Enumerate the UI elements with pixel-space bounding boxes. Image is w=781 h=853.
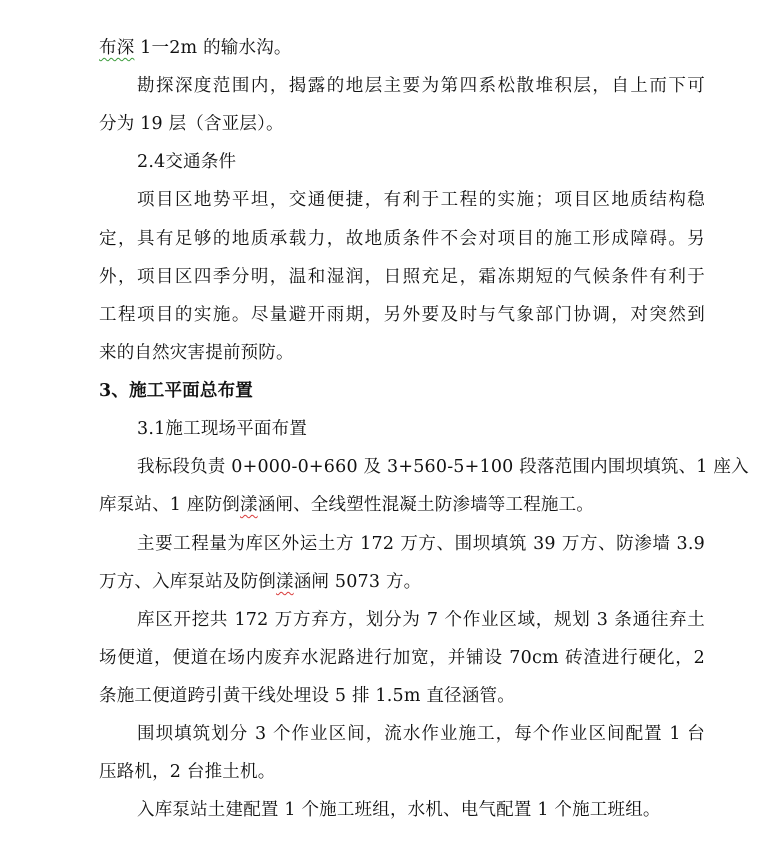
spellcheck-flagged-word: 布深 [99,38,135,58]
paragraph-line: 入库泵站土建配置 1 个施工班组，水机、电气配置 1 个施工班组。 [137,800,661,820]
paragraph-line: 场便道，便道在场内废弃水泥路进行加宽，并铺设 70cm 砖渣进行硬化，2 [99,648,705,668]
text-segment: 库泵站、1 座防倒 [99,495,240,515]
paragraph-line: 压路机，2 台推土机。 [99,762,276,782]
paragraph-line: 工程项目的实施。尽量避开雨期，另外要及时与气象部门协调，对突然到 [99,305,705,325]
paragraph-line: 库区开挖共 172 万方弃方，划分为 7 个作业区域，规划 3 条通往弃土 [137,610,705,630]
text-segment: 涵闸、全线塑性混凝土防渗墙等工程施工。 [257,495,595,515]
paragraph-line [99,570,705,594]
paragraph-line [99,493,705,517]
section-heading-3-1: 3.1施工现场平面布置 [137,419,308,439]
spellcheck-flagged-word: 漾 [240,495,258,515]
paragraph-line: 主要工程量为库区外运土方 172 万方、围坝填筑 39 万方、防渗墙 3.9 [137,534,705,554]
text-segment: 涵闸 5073 方。 [293,572,422,592]
paragraph-line: 条施工便道跨引黄干线处埋设 5 排 1.5m 直径涵管。 [99,686,515,706]
text-line-1 [99,36,705,60]
spellcheck-flagged-word: 漾 [276,572,294,592]
paragraph-line: 围坝填筑划分 3 个作业区间，流水作业施工，每个作业区间配置 1 台 [137,724,705,744]
section-heading-2-4: 2.4交通条件 [137,152,237,172]
paragraph-line: 外，项目区四季分明，温和湿润，日照充足，霜冻期短的气候条件有利于 [99,267,705,287]
text-segment: 1一2m 的输水沟。 [134,38,292,58]
paragraph-line: 来的自然灾害提前预防。 [99,343,294,363]
paragraph-line: 项目区地势平坦，交通便捷，有利于工程的实施；项目区地质结构稳 [137,190,705,210]
paragraph-line: 定，具有足够的地质承载力，故地质条件不会对项目的施工形成障碍。另 [99,229,705,249]
paragraph-line: 勘探深度范围内，揭露的地层主要为第四系松散堆积层，自上而下可 [137,76,705,96]
paragraph-line: 我标段负责 0+000-0+660 及 3+560-5+100 段落范围内围坝填筑、1 座入 [137,457,749,477]
paragraph-line: 分为 19 层（含亚层）。 [99,114,284,134]
section-heading-3: 3、施工平面总布置 [99,381,253,401]
text-segment: 万方、入库泵站及防倒 [99,572,276,592]
